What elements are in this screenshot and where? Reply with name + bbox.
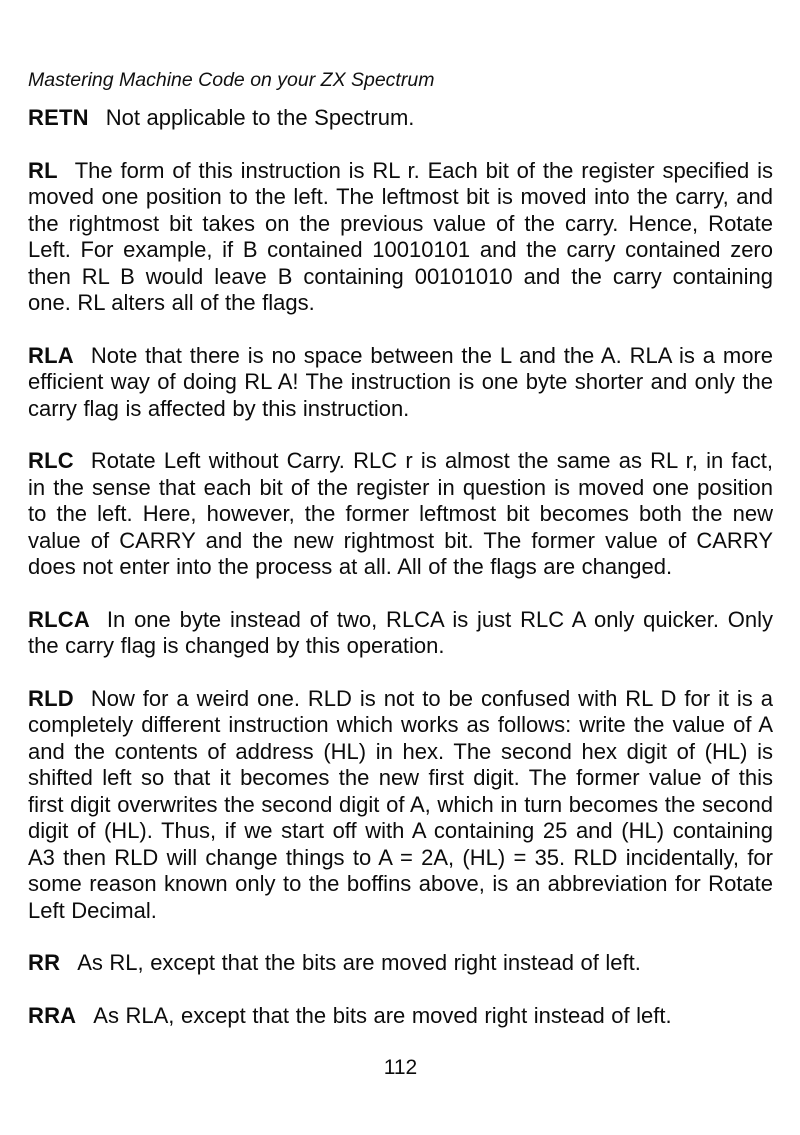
mnemonic-rla: RLA — [28, 342, 74, 368]
running-header: Mastering Machine Code on your ZX Spectrum — [28, 69, 435, 91]
mnemonic-rlc: RLC — [28, 448, 74, 473]
mnemonic-rr: RR — [28, 950, 61, 975]
entry-rra — [28, 1003, 773, 1030]
entry-rld-text: Now for a weird one. RLD is not to be confused with RL D for it is a completely different instruction which works as follows: write the value of A and the contents of address (HL) in hex. The second hex digit of (HL) is shifted left so that it becomes the new first digit. The former value of this first digit overwrites the second digit of A, which in turn becomes the second digit of (HL). Thus, if we start off with A containing 25 and (HL) containing A3 then RLD will change things to A = 2A, (HL) = 35. RLD incidentally, for some reason known only to the boffins above, is an abbreviation for Rotate Left Decimal. — [28, 685, 773, 923]
entry-rr-text: As RL, except that the bits are moved right instead of left. — [77, 950, 641, 975]
entry-rlca-text: In one byte instead of two, RLCA is just RLC A only quicker. Only the carry flag is changed by this operation. — [28, 606, 773, 658]
entry-rlc — [28, 448, 773, 581]
entry-rl-text: The form of this instruction is RL r. Each bit of the register specified is moved one position to the left. The leftmost bit is moved into the carry, and the rightmost bit takes on the previous value of the carry. Hence, Rotate Left. For example, if B contained 10010101 and the carry contained zero then RL B would leave B containing 00101010 and the carry containing one. RL alters all of the flags. — [28, 157, 773, 315]
mnemonic-retn: RETN — [28, 105, 89, 130]
entry-retn — [28, 105, 773, 132]
mnemonic-rld: RLD — [28, 685, 74, 711]
entry-rld — [28, 686, 773, 925]
page-number: 112 — [383, 1056, 418, 1079]
entry-rra-text: As RLA, except that the bits are moved right instead of left. — [93, 1002, 672, 1028]
entry-rlca — [28, 607, 773, 660]
entry-rla-text: Note that there is no space between the L and the A. RLA is a more efficient way of doing RL A! The instruction is one byte shorter and only the carry flag is affected by this instruction. — [28, 342, 773, 421]
entry-rl — [28, 158, 773, 317]
entry-rlc-text: Rotate Left without Carry. RLC r is almost the same as RL r, in fact, in the sense that each bit of the register in question is moved one position to the left. Here, however, the former leftmost bit becomes both the new value of CARRY and the new rightmost bit. The former value of CARRY does not enter into the process at all. All of the flags are changed. — [28, 448, 773, 579]
entry-rr — [28, 950, 773, 977]
mnemonic-rra: RRA — [28, 1002, 77, 1028]
entry-retn-text: Not applicable to the Spectrum. — [105, 105, 415, 130]
mnemonic-rlca: RLCA — [28, 606, 90, 632]
mnemonic-rl: RL — [28, 157, 58, 183]
entry-rla — [28, 343, 773, 423]
